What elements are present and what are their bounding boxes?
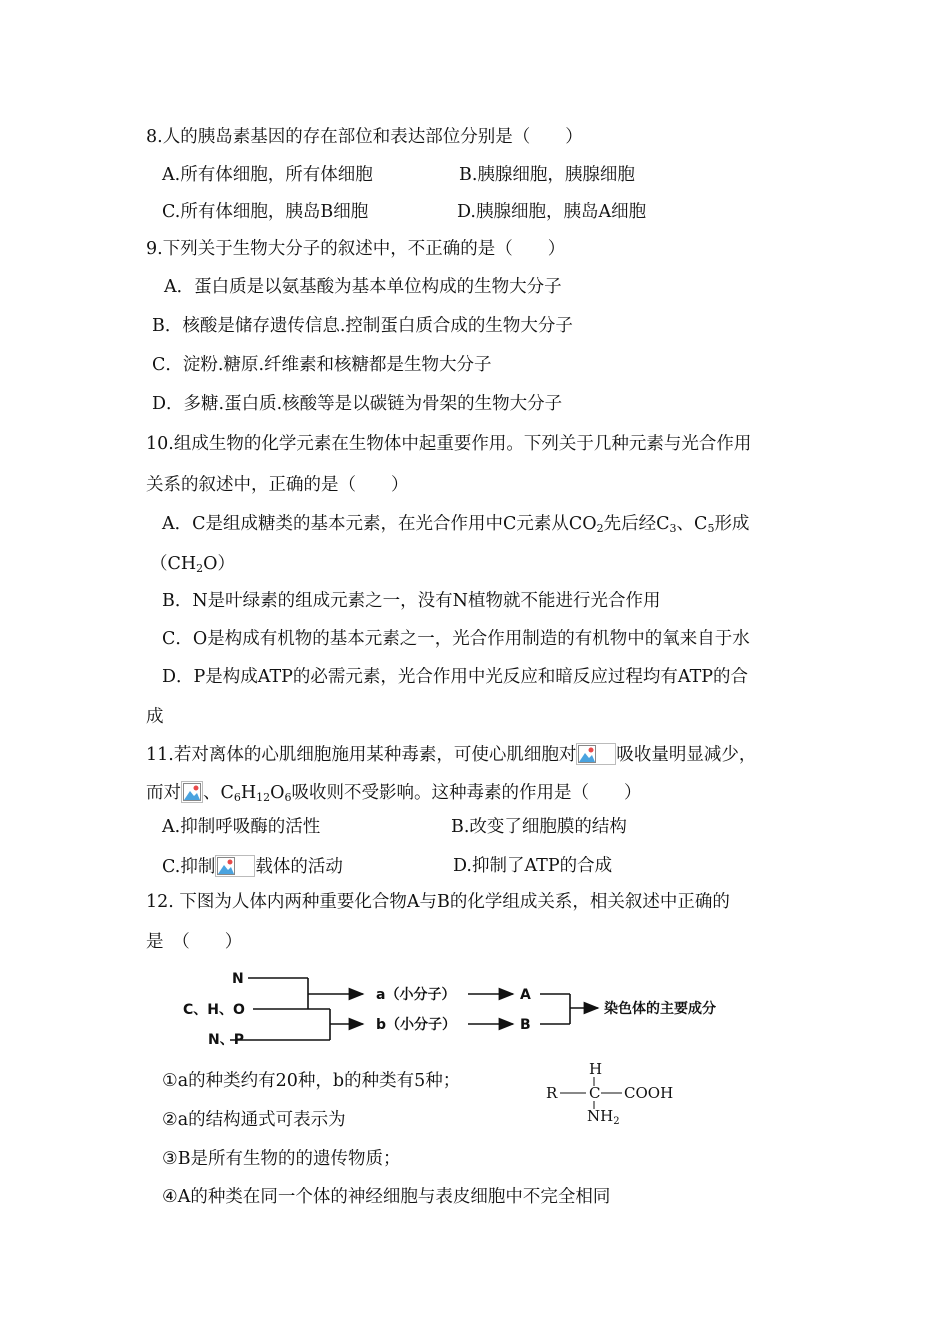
q10-option-d-line2: 成 [146, 707, 164, 727]
q11-text: O [270, 783, 285, 803]
q8-option-b: B.胰腺细胞，胰腺细胞 [459, 165, 635, 185]
subscript: 2 [596, 522, 604, 535]
subscript: 5 [707, 522, 715, 535]
broken-image-icon [215, 855, 255, 877]
q11-stem-line2 [146, 781, 642, 809]
q11-stem-line1 [146, 743, 756, 766]
q11-text: 吸收量明显减少， [616, 745, 757, 765]
q10-option-b: B．N是叶绿素的组成元素之一，没有N植物就不能进行光合作用 [162, 591, 661, 611]
q11-option-a: A.抑制呼吸酶的活性 [162, 817, 321, 837]
formula-nh: NH [587, 1107, 614, 1125]
q10-a-text: A．C是组成糖类的基本元素，在光合作用中C元素从CO [162, 514, 597, 534]
q12-stem-line1: 12. 下图为人体内两种重要化合物A与B的化学组成关系，相关叙述中正确的 [146, 892, 730, 912]
subscript: 2 [613, 1116, 620, 1127]
q12-statement-4: ④A的种类在同一个体的神经细胞与表皮细胞中不完全相同 [162, 1187, 611, 1207]
q10-option-c: C．O是构成有机物的基本元素之一，光合作用制造的有机物中的氧来自于水 [162, 629, 750, 649]
q10-stem-line2: 关系的叙述中，正确的是（ ） [146, 475, 409, 495]
q10-option-d-line1: D．P是构成ATP的必需元素，光合作用中光反应和暗反应过程均有ATP的合 [162, 667, 749, 687]
q10-a-text: （CH [150, 554, 197, 574]
q10-option-a-line2 [150, 553, 235, 580]
q12-statement-1: ①a的种类约有20种，b的种类有5种； [162, 1071, 461, 1091]
diagram-label-cho: C、H、O [183, 1002, 245, 1018]
diagram-small-a: a（小分子） [376, 987, 456, 1003]
q8-stem: 8.人的胰岛素基因的存在部位和表达部位分别是（ ） [146, 127, 583, 147]
q11-option-d: D.抑制了ATP的合成 [453, 856, 613, 876]
diagram-label-A: A [520, 987, 531, 1003]
q10-a-text: O） [203, 554, 236, 574]
formula-r: R [546, 1084, 558, 1102]
q8-option-d: D.胰腺细胞，胰岛A细胞 [457, 202, 647, 222]
composition-diagram [178, 962, 778, 1052]
formula-c: C [589, 1084, 601, 1102]
q12-statement-2: ②a的结构通式可表示为 [162, 1110, 346, 1130]
q8-option-c: C.所有体细胞，胰岛B细胞 [162, 202, 369, 222]
broken-image-icon [576, 743, 616, 765]
q9-stem: 9.下列关于生物大分子的叙述中，不正确的是（ ） [146, 239, 566, 259]
subscript: 2 [196, 562, 204, 575]
subscript: 6 [233, 791, 241, 804]
q11-text: 吸收则不受影响。这种毒素的作用是（ ） [291, 783, 642, 803]
diagram-label-n: N [232, 971, 244, 987]
formula-h: H [589, 1060, 603, 1078]
q12-statement-3: ③B是所有生物的的遗传物质； [162, 1149, 401, 1169]
amino-acid-formula [540, 1058, 680, 1128]
q12-stem-line2: 是 （ ） [146, 932, 243, 952]
q10-a-text: 形成 [714, 514, 750, 534]
q11-option-c [162, 855, 343, 878]
q10-option-a-line1 [162, 513, 749, 540]
q10-a-text: 、C [676, 514, 708, 534]
formula-nh2 [587, 1107, 620, 1127]
subscript: 6 [284, 791, 292, 804]
q8-option-a: A.所有体细胞，所有体细胞 [162, 165, 373, 185]
q11-text: 载体的活动 [255, 857, 343, 877]
q11-text: H [240, 783, 257, 803]
q11-text: 而对 [146, 783, 181, 803]
broken-image-icon [181, 781, 203, 803]
q9-option-d: D．多糖.蛋白质.核酸等是以碳链为骨架的生物大分子 [152, 394, 563, 414]
subscript: 12 [256, 791, 271, 804]
subscript: 3 [669, 522, 677, 535]
formula-cooh: COOH [624, 1084, 674, 1102]
diagram-label-B: B [520, 1017, 531, 1033]
q9-option-a: A．蛋白质是以氨基酸为基本单位构成的生物大分子 [164, 277, 562, 297]
diagram-small-b: b（小分子） [376, 1017, 457, 1033]
diagram-label-np: N、P [208, 1032, 244, 1048]
diagram-result: 染色体的主要成分 [604, 1001, 716, 1017]
q11-text: 、C [203, 783, 234, 803]
q11-option-b: B.改变了细胞膜的结构 [451, 817, 627, 837]
q10-a-text: 先后经C [603, 514, 670, 534]
q11-text: C.抑制 [162, 857, 216, 877]
q9-option-b: B．核酸是储存遗传信息.控制蛋白质合成的生物大分子 [152, 316, 573, 336]
q9-option-c: C．淀粉.糖原.纤维素和核糖都是生物大分子 [152, 355, 492, 375]
q11-text: 11.若对离体的心肌细胞施用某种毒素，可使心肌细胞对 [146, 745, 577, 765]
q10-stem-line1: 10.组成生物的化学元素在生物体中起重要作用。下列关于几种元素与光合作用 [146, 434, 752, 454]
